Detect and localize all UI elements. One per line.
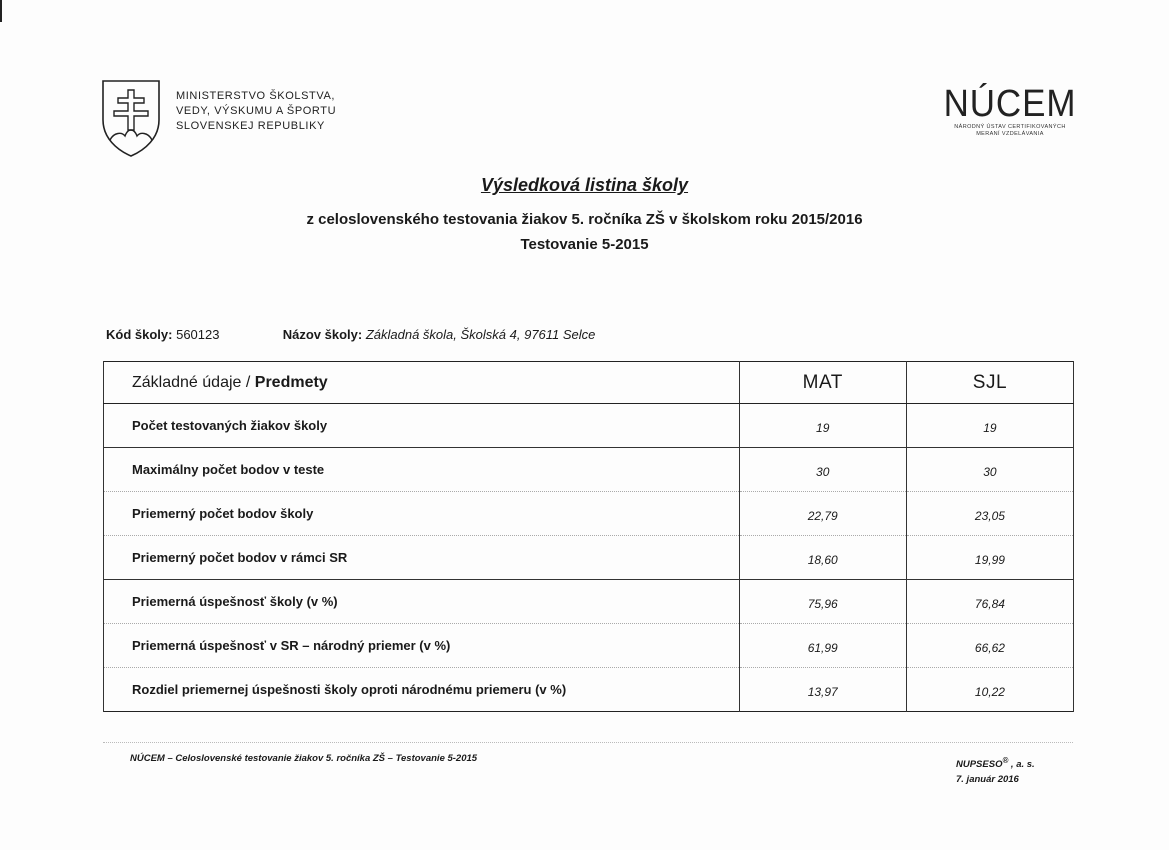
row-value-sjl: 19,99	[906, 536, 1073, 580]
row-value-sjl: 10,22	[906, 668, 1073, 712]
table-row	[104, 668, 1074, 712]
row-value-sjl: 23,05	[906, 492, 1073, 536]
row-value-mat: 61,99	[739, 624, 906, 668]
row-value-sjl: 30	[906, 448, 1073, 492]
page-edge-mark	[0, 0, 2, 22]
table-row	[104, 492, 1074, 536]
table-header-label-bold: Predmety	[254, 373, 328, 391]
footer-company-name: NUPSESO	[956, 759, 1003, 771]
school-name-label: Názov školy:	[282, 327, 363, 342]
footer-right	[956, 753, 1035, 787]
nucem-logo	[930, 84, 1090, 138]
table-header-label	[104, 362, 740, 404]
footer-company	[956, 753, 1035, 772]
row-value-mat: 19	[739, 404, 906, 448]
table-row	[104, 448, 1074, 492]
results-table	[103, 361, 1074, 712]
ministry-name	[176, 89, 336, 134]
coat-of-arms-icon	[100, 78, 162, 158]
table-header-row	[104, 362, 1074, 404]
document-subtitle: z celoslovenského testovania žiakov 5. ročníka ZŠ v školskom roku 2015/2016	[306, 211, 863, 228]
row-value-mat: 22,79	[739, 492, 906, 536]
row-value-mat: 18,60	[739, 536, 906, 580]
row-label: Priemerná úspešnosť v SR – národný priemer (v %)	[104, 624, 740, 668]
school-code: 560123	[176, 327, 220, 342]
footer-company-suffix: , a. s.	[1008, 759, 1035, 771]
row-value-sjl: 19	[906, 404, 1073, 448]
row-value-mat: 30	[739, 448, 906, 492]
table-row	[104, 404, 1074, 448]
footer-divider	[103, 742, 1073, 743]
row-value-mat: 13,97	[739, 668, 906, 712]
document-title: Výsledková listina školy	[480, 175, 689, 195]
row-label: Počet testovaných žiakov školy	[104, 404, 740, 448]
ministry-line-1: MINISTERSTVO ŠKOLSTVA,	[176, 90, 336, 102]
row-value-sjl: 76,84	[906, 580, 1073, 624]
row-label: Priemerná úspešnosť školy (v %)	[104, 580, 740, 624]
footer-left-text: NÚCEM – Celoslovenské testovanie žiakov 5. ročníka ZŠ – Testovanie 5-2015	[130, 753, 478, 764]
nucem-logo-sub-1: NÁRODNÝ ÚSTAV CERTIFIKOVANÝCH	[954, 124, 1066, 130]
footer-company-mark: ®	[1002, 756, 1009, 765]
table-header-mat: MAT	[739, 362, 906, 404]
nucem-logo-name: NÚCEM	[943, 83, 1077, 125]
table-header-sjl: SJL	[906, 362, 1073, 404]
row-label: Priemerný počet bodov v rámci SR	[104, 536, 740, 580]
table-header-label-plain: Základné údaje /	[132, 373, 251, 391]
table-row	[104, 580, 1074, 624]
row-value-mat: 75,96	[739, 580, 906, 624]
footer-date: 7. január 2016	[956, 774, 1019, 786]
row-value-sjl: 66,62	[906, 624, 1073, 668]
row-label: Maximálny počet bodov v teste	[104, 448, 740, 492]
ministry-line-3: SLOVENSKEJ REPUBLIKY	[176, 120, 325, 132]
row-label: Rozdiel priemernej úspešnosti školy oproti národnému priemeru (v %)	[104, 668, 740, 712]
document-subtitle-test: Testovanie 5-2015	[520, 236, 649, 253]
row-label: Priemerný počet bodov školy	[104, 492, 740, 536]
table-row	[104, 624, 1074, 668]
ministry-line-2: VEDY, VÝSKUMU A ŠPORTU	[176, 105, 337, 117]
table-row	[104, 536, 1074, 580]
school-info	[106, 327, 595, 342]
school-code-label: Kód školy:	[106, 327, 173, 342]
nucem-logo-sub-2: MERANÍ VZDELÁVANIA	[976, 131, 1044, 137]
school-name: Základná škola, Školská 4, 97611 Selce	[365, 327, 596, 342]
